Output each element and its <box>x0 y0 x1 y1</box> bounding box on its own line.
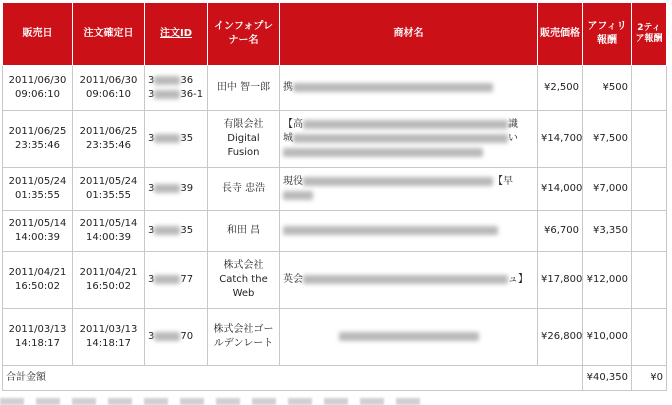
table-row <box>3 309 667 366</box>
tier2-cell <box>632 66 667 111</box>
table-row <box>3 211 667 252</box>
confirm-time: 09:06:10 <box>86 89 131 100</box>
redacted-block <box>339 332 479 341</box>
product-name-visible: 英会 <box>283 274 303 285</box>
sale-date: 2011/04/21 <box>8 267 67 278</box>
product-name-visible: 識 <box>508 119 518 130</box>
affiliate-cell: ¥10,000 <box>583 309 632 366</box>
table-row <box>3 252 667 309</box>
redacted-footer-strip <box>0 398 420 405</box>
order-id-suffix: 36 <box>180 75 194 86</box>
confirm-time: 14:00:39 <box>86 232 131 243</box>
table-row <box>3 168 667 211</box>
influencer-cell <box>208 309 280 366</box>
sale-date: 2011/06/25 <box>8 126 67 137</box>
header-sale-date: 販売日 <box>3 3 73 66</box>
redacted-block <box>283 148 483 157</box>
price-cell: ¥6,700 <box>538 211 583 252</box>
price-cell: ¥14,000 <box>538 168 583 211</box>
order-id-prefix: 3 <box>148 183 155 194</box>
tier2-cell <box>632 168 667 211</box>
sales-report <box>2 2 666 391</box>
header-product: 商材名 <box>280 3 538 66</box>
price-cell: ¥14,700 <box>538 111 583 168</box>
confirm-date-cell <box>73 66 145 111</box>
confirm-date-cell <box>73 252 145 309</box>
order-id-cell <box>145 66 208 111</box>
sale-time: 09:06:10 <box>15 89 60 100</box>
redacted-block <box>283 226 498 235</box>
sale-date: 2011/05/14 <box>8 218 67 229</box>
sale-date-cell <box>3 211 73 252</box>
tier2-cell <box>632 252 667 309</box>
orders-table <box>2 2 667 391</box>
sale-time: 16:50:02 <box>15 281 60 292</box>
order-id-prefix: 3 <box>148 75 155 86</box>
product-cell <box>280 309 538 366</box>
affiliate-cell: ¥7,500 <box>583 111 632 168</box>
tier2-cell <box>632 309 667 366</box>
sale-time: 14:00:39 <box>15 232 60 243</box>
order-id-cell <box>145 111 208 168</box>
header-influencer: インフォプレナー名 <box>208 3 280 66</box>
confirm-time: 23:35:46 <box>86 140 131 151</box>
influencer-cell <box>208 168 280 211</box>
table-row <box>3 66 667 111</box>
affiliate-cell: ¥12,000 <box>583 252 632 309</box>
redacted-block <box>154 226 180 235</box>
sale-date-cell <box>3 66 73 111</box>
confirm-date: 2011/04/21 <box>79 267 138 278</box>
order-id-suffix: 70 <box>180 331 194 342</box>
order-id-suffix: 35 <box>180 225 194 236</box>
header-affiliate: アフィリ報酬 <box>583 3 632 66</box>
product-name-visible: 携 <box>283 82 293 93</box>
header-order-id[interactable] <box>145 3 208 66</box>
confirm-date: 2011/05/14 <box>79 218 138 229</box>
order-id-suffix: 77 <box>180 274 194 285</box>
total-label: 合計金額 <box>3 366 583 391</box>
affiliate-cell: ¥500 <box>583 66 632 111</box>
redacted-block <box>154 76 180 85</box>
product-name-visible: ュ】 <box>508 274 528 285</box>
influencer-name: 長寺 忠浩 <box>221 183 266 194</box>
redacted-block <box>154 134 180 143</box>
product-cell <box>280 66 538 111</box>
order-id-prefix: 3 <box>148 331 155 342</box>
confirm-date-cell <box>73 309 145 366</box>
influencer-name: 田中 智一郎 <box>216 82 271 93</box>
order-id-suffix: 36-1 <box>180 89 204 100</box>
sale-time: 01:35:55 <box>15 190 60 201</box>
order-id-cell <box>145 309 208 366</box>
influencer-name: 有限会社Digital Fusion <box>223 119 264 158</box>
product-cell <box>280 252 538 309</box>
redacted-block <box>154 90 180 99</box>
sale-date-cell <box>3 309 73 366</box>
order-id-suffix: 39 <box>180 183 194 194</box>
redacted-block <box>154 275 180 284</box>
sale-date-cell <box>3 252 73 309</box>
confirm-time: 01:35:55 <box>86 190 131 201</box>
sale-date: 2011/06/30 <box>8 75 67 86</box>
confirm-date: 2011/03/13 <box>79 324 138 335</box>
redacted-block <box>303 275 508 284</box>
redacted-block <box>303 177 493 186</box>
price-cell: ¥17,800 <box>538 252 583 309</box>
header-confirm-date: 注文確定日 <box>73 3 145 66</box>
price-cell: ¥26,800 <box>538 309 583 366</box>
product-name-visible: 【高 <box>283 119 303 130</box>
tier2-cell <box>632 211 667 252</box>
influencer-name: 株式会社ゴールデンレート <box>213 324 274 349</box>
redacted-block <box>154 184 180 193</box>
confirm-date: 2011/06/30 <box>79 75 138 86</box>
influencer-cell <box>208 66 280 111</box>
order-id-prefix: 3 <box>148 133 155 144</box>
tier2-cell <box>632 111 667 168</box>
sale-time: 23:35:46 <box>15 140 60 151</box>
influencer-cell <box>208 211 280 252</box>
order-id-prefix: 3 <box>148 89 155 100</box>
order-id-prefix: 3 <box>148 225 155 236</box>
price-cell: ¥2,500 <box>538 66 583 111</box>
order-id-cell <box>145 252 208 309</box>
affiliate-cell: ¥3,350 <box>583 211 632 252</box>
sale-date: 2011/03/13 <box>8 324 67 335</box>
sale-date-cell <box>3 168 73 211</box>
redacted-block <box>154 332 180 341</box>
table-header <box>3 3 667 66</box>
header-tier2: 2ティア報酬 <box>632 3 667 66</box>
total-tier2: ¥0 <box>632 366 667 391</box>
order-id-cell <box>145 168 208 211</box>
influencer-cell <box>208 111 280 168</box>
product-cell <box>280 211 538 252</box>
confirm-date-cell <box>73 211 145 252</box>
redacted-block <box>293 83 493 92</box>
influencer-cell <box>208 252 280 309</box>
order-id-sort-link[interactable]: 注文ID <box>159 28 193 39</box>
product-name-visible: 城 <box>283 133 293 144</box>
table-row <box>3 111 667 168</box>
order-id-prefix: 3 <box>148 274 155 285</box>
redacted-block <box>303 120 508 129</box>
influencer-name: 和田 昌 <box>226 225 261 236</box>
affiliate-cell: ¥7,000 <box>583 168 632 211</box>
product-cell <box>280 111 538 168</box>
product-name-visible: い <box>508 133 518 144</box>
confirm-date: 2011/06/25 <box>79 126 138 137</box>
sale-date-cell <box>3 111 73 168</box>
product-name-visible: 現役 <box>283 176 303 187</box>
total-affiliate: ¥40,350 <box>583 366 632 391</box>
header-price: 販売価格 <box>538 3 583 66</box>
confirm-time: 14:18:17 <box>86 338 131 349</box>
redacted-block <box>283 191 313 200</box>
order-id-suffix: 35 <box>180 133 194 144</box>
confirm-time: 16:50:02 <box>86 281 131 292</box>
total-row <box>3 366 667 391</box>
confirm-date: 2011/05/24 <box>79 176 138 187</box>
redacted-block <box>293 134 508 143</box>
sale-time: 14:18:17 <box>15 338 60 349</box>
influencer-name: 株式会社Catch the Web <box>219 260 268 299</box>
order-id-cell <box>145 211 208 252</box>
product-cell <box>280 168 538 211</box>
product-name-visible: 【早 <box>493 176 513 187</box>
sale-date: 2011/05/24 <box>8 176 67 187</box>
confirm-date-cell <box>73 111 145 168</box>
confirm-date-cell <box>73 168 145 211</box>
